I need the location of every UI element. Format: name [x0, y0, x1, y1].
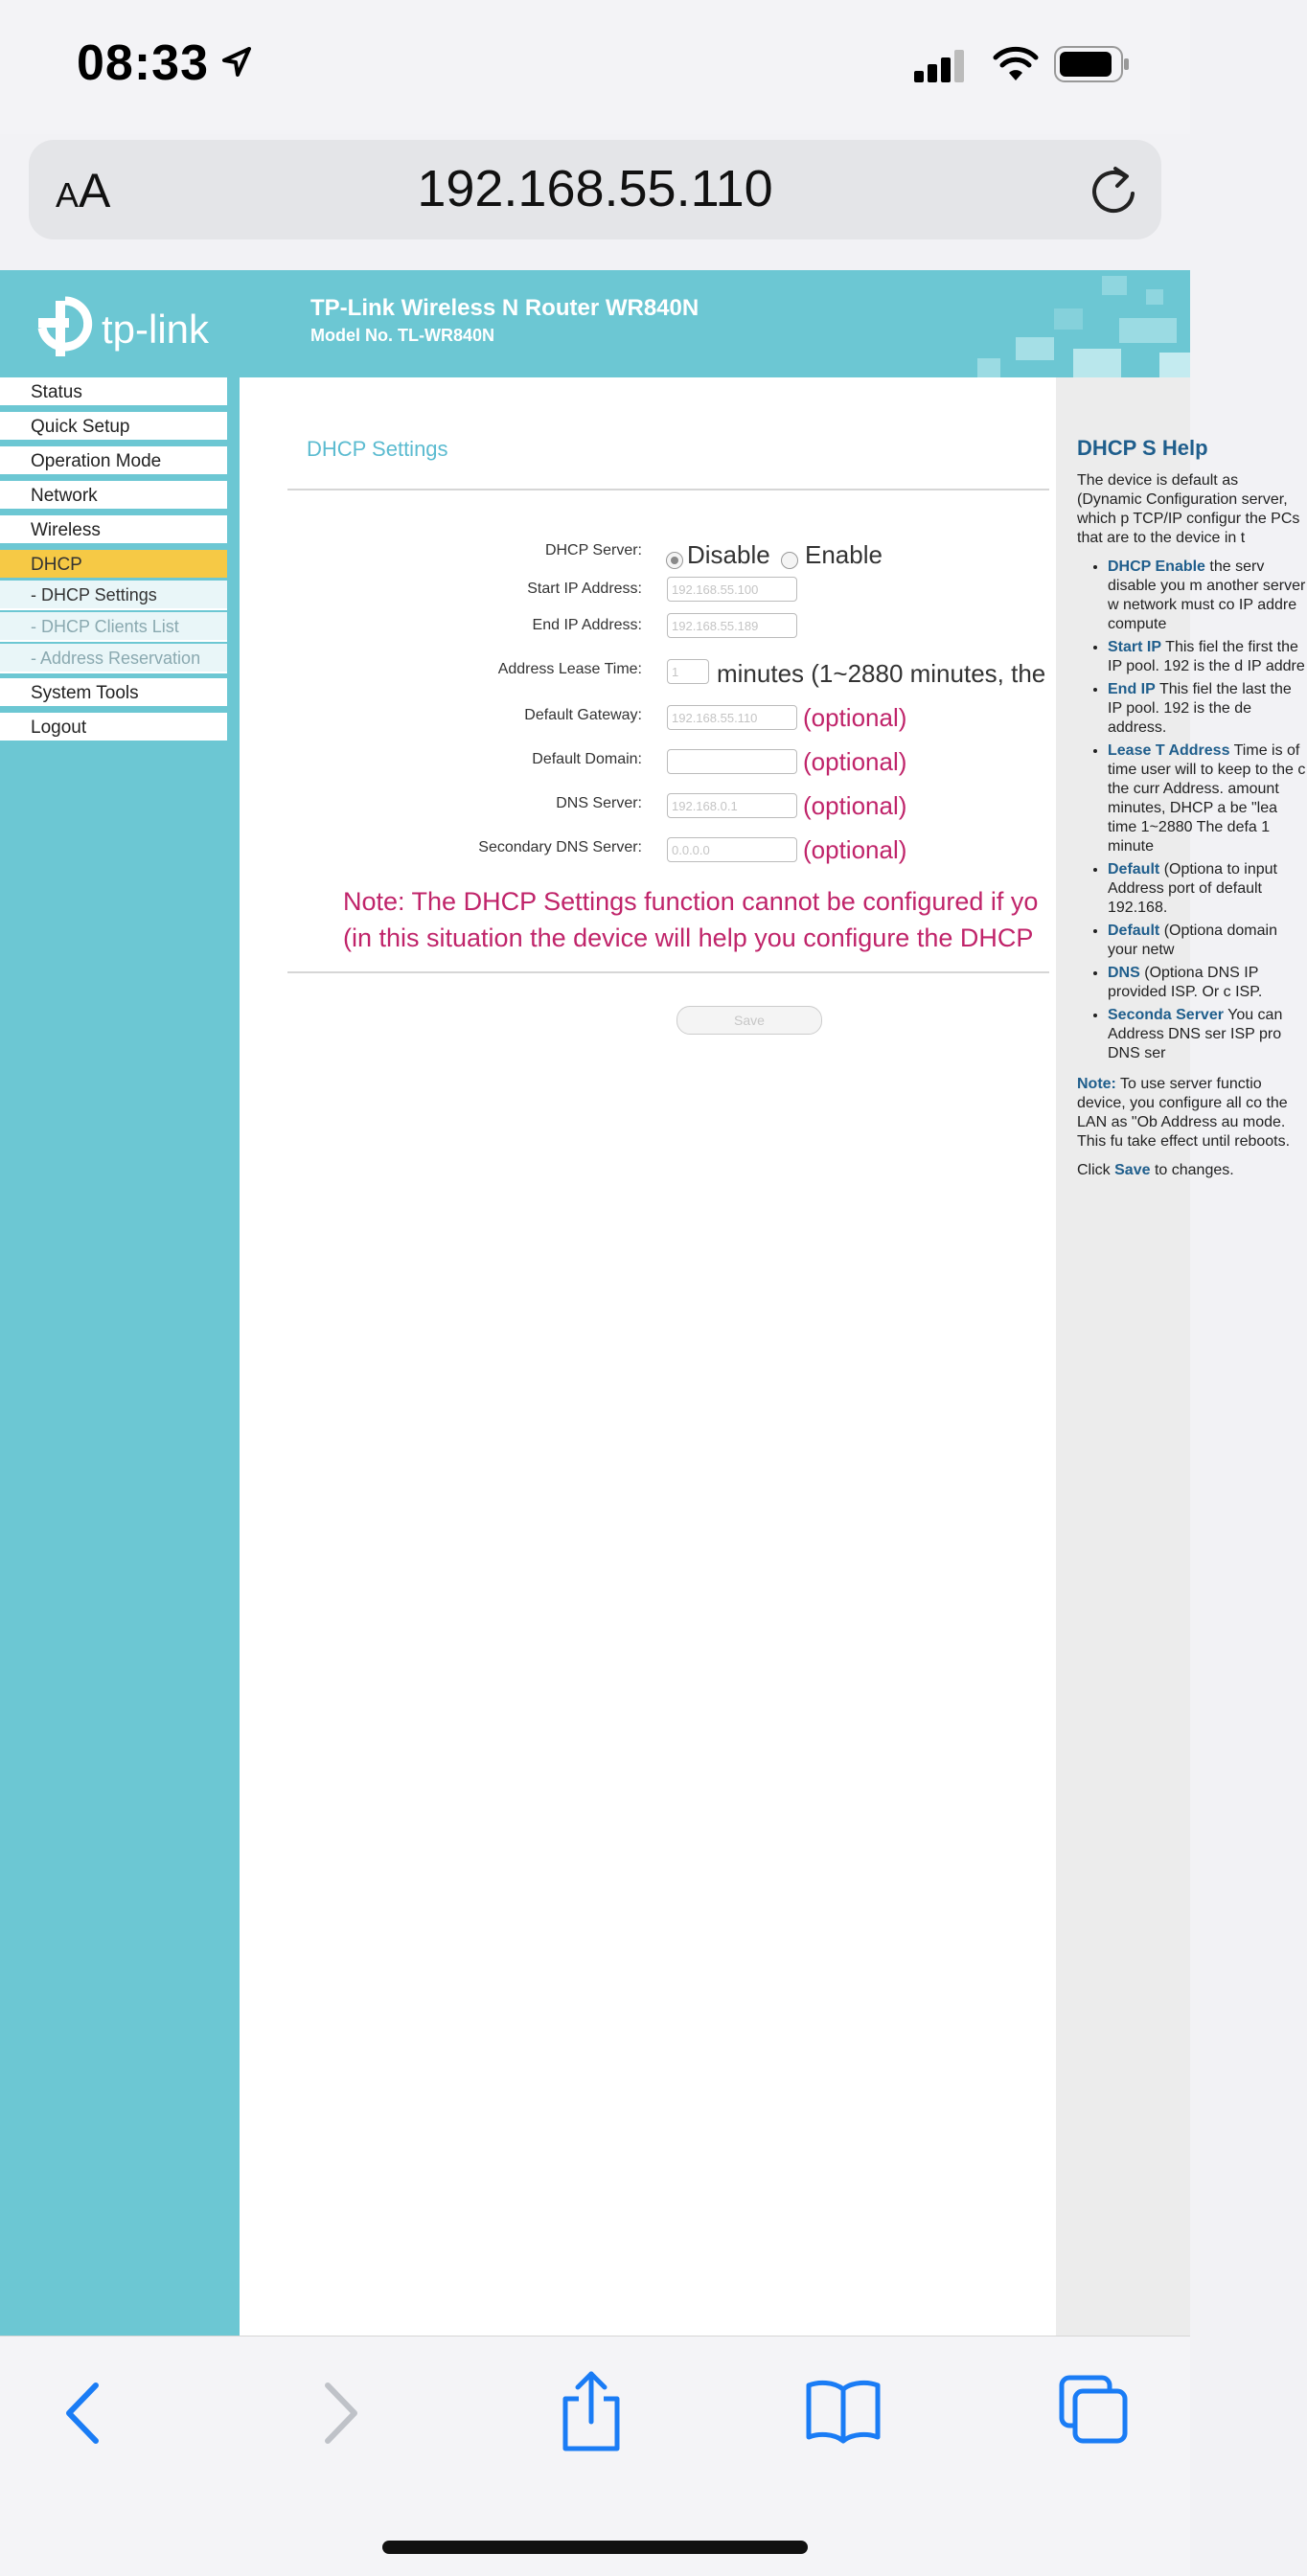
dhcp-server-label: DHCP Server:: [544, 542, 642, 559]
default-gateway-input[interactable]: 192.168.55.110: [667, 705, 797, 730]
default-gateway-label: Default Gateway:: [524, 707, 642, 723]
help-click-save: Click Save to changes.: [1077, 1162, 1234, 1178]
start-ip-label: Start IP Address:: [527, 581, 642, 597]
dhcp-settings-panel: [240, 377, 1056, 2336]
default-domain-input[interactable]: [667, 749, 797, 774]
help-note: Note: To use server functio device, you configure all co the LAN as "Ob Address au mode. This fu take effect until reboots.: [1077, 1076, 1291, 1150]
menu-item-quick-setup[interactable]: Quick Setup: [0, 412, 227, 442]
back-icon[interactable]: [59, 2380, 107, 2447]
tp-link-logo-icon: [31, 293, 98, 360]
clock: 08:33: [77, 35, 209, 91]
default-domain-label: Default Domain:: [532, 751, 642, 767]
battery-icon: [1054, 46, 1131, 82]
divider: [287, 489, 1049, 490]
dhcp-disable-radio[interactable]: [666, 552, 683, 569]
section-title: DHCP Settings: [307, 437, 448, 461]
menu-sub-dhcp-settings[interactable]: - DHCP Settings: [0, 581, 227, 610]
home-indicator: [382, 2541, 808, 2554]
share-icon[interactable]: [558, 2368, 625, 2454]
dns-server-label: DNS Server:: [556, 795, 642, 811]
end-ip-label: End IP Address:: [532, 617, 642, 633]
help-content: [1077, 435, 1307, 1190]
lease-time-label: Address Lease Time:: [497, 661, 642, 677]
product-title: TP-Link Wireless N Router WR840N: [310, 295, 699, 321]
reload-icon[interactable]: [1089, 163, 1138, 220]
help-item: • DHCP Enable the serv disable you m another server w network must co IP addre compute: [1108, 558, 1307, 634]
cellular-signal-icon: [914, 50, 968, 82]
divider: [287, 971, 1049, 973]
help-title: DHCP S Help: [1077, 436, 1208, 460]
help-panel: [1056, 377, 1306, 2336]
tabs-icon[interactable]: [1058, 2374, 1129, 2445]
lease-time-hint: minutes (1~2880 minutes, the: [717, 659, 1046, 688]
menu-item-operation-mode[interactable]: Operation Mode: [0, 446, 227, 476]
help-intro: The device is default as (Dynamic Configuration server, which p TCP/IP configur the PCs that are to the device in t: [1077, 472, 1300, 546]
help-item: • Lease T Address Time is of time user will to keep to the c the curr Address. amount minutes, DHCP a be "lea time 1~2880 The defa 1 minute: [1108, 741, 1307, 856]
location-arrow-icon: [220, 46, 253, 79]
optional-hint: (optional): [803, 747, 907, 776]
dns-server-input[interactable]: 192.168.0.1: [667, 793, 797, 818]
dhcp-note: [343, 883, 1052, 956]
dhcp-enable-radio[interactable]: [781, 552, 798, 569]
forward-icon[interactable]: [316, 2380, 364, 2447]
help-item: • Seconda Server You can Address DNS ser ISP pro DNS ser: [1108, 1006, 1307, 1063]
menu-item-logout[interactable]: Logout: [0, 713, 227, 742]
help-item: • Start IP This fiel the first the IP pool. 192 is the d IP addre: [1108, 638, 1307, 676]
logo-text: tp-link: [102, 307, 210, 352]
header-banner: [0, 270, 1190, 377]
lease-time-input[interactable]: 1: [667, 659, 709, 684]
help-item: • End IP This fiel the last the IP pool. 192 is the de address.: [1108, 680, 1307, 738]
menu-item-wireless[interactable]: Wireless: [0, 515, 227, 545]
help-item: • Default (Optiona to input Address port of default 192.168.: [1108, 860, 1307, 918]
end-ip-input[interactable]: 192.168.55.189: [667, 613, 797, 638]
menu-sub-address-reservation[interactable]: - Address Reservation: [0, 644, 227, 673]
disable-label: Disable: [687, 540, 770, 569]
optional-hint: (optional): [803, 703, 907, 732]
secondary-dns-input[interactable]: 0.0.0.0: [667, 837, 797, 862]
menu-item-status[interactable]: Status: [0, 377, 227, 407]
secondary-dns-label: Secondary DNS Server:: [478, 839, 642, 855]
reader-text-size-button[interactable]: AA: [56, 164, 111, 217]
optional-hint: (optional): [803, 835, 907, 864]
enable-label: Enable: [805, 540, 883, 569]
start-ip-input[interactable]: 192.168.55.100: [667, 577, 797, 602]
help-list: [1077, 558, 1307, 1063]
bookmarks-icon[interactable]: [805, 2378, 882, 2445]
menu-item-dhcp[interactable]: DHCP: [0, 550, 227, 580]
help-item: • DNS (Optiona DNS IP provided ISP. Or c ISP.: [1108, 964, 1307, 1002]
note-line-2: (in this situation the device will help you configure the DHCP: [343, 923, 1034, 952]
url-text[interactable]: 192.168.55.110: [417, 160, 773, 217]
optional-hint: (optional): [803, 791, 907, 820]
sidebar-menu: [0, 377, 240, 2336]
model-number: Model No. TL-WR840N: [310, 326, 494, 345]
banner-decoration: [958, 270, 1190, 377]
menu-sub-dhcp-clients-list[interactable]: - DHCP Clients List: [0, 612, 227, 642]
note-line-1: Note: The DHCP Settings function cannot be configured if yo: [343, 887, 1039, 916]
help-item: • Default (Optiona domain your netw: [1108, 922, 1307, 960]
menu-item-system-tools[interactable]: System Tools: [0, 678, 227, 708]
save-button[interactable]: Save: [676, 1006, 822, 1035]
router-web-page: [0, 270, 1306, 2336]
wifi-icon: [993, 48, 1039, 82]
menu-item-network[interactable]: Network: [0, 481, 227, 511]
